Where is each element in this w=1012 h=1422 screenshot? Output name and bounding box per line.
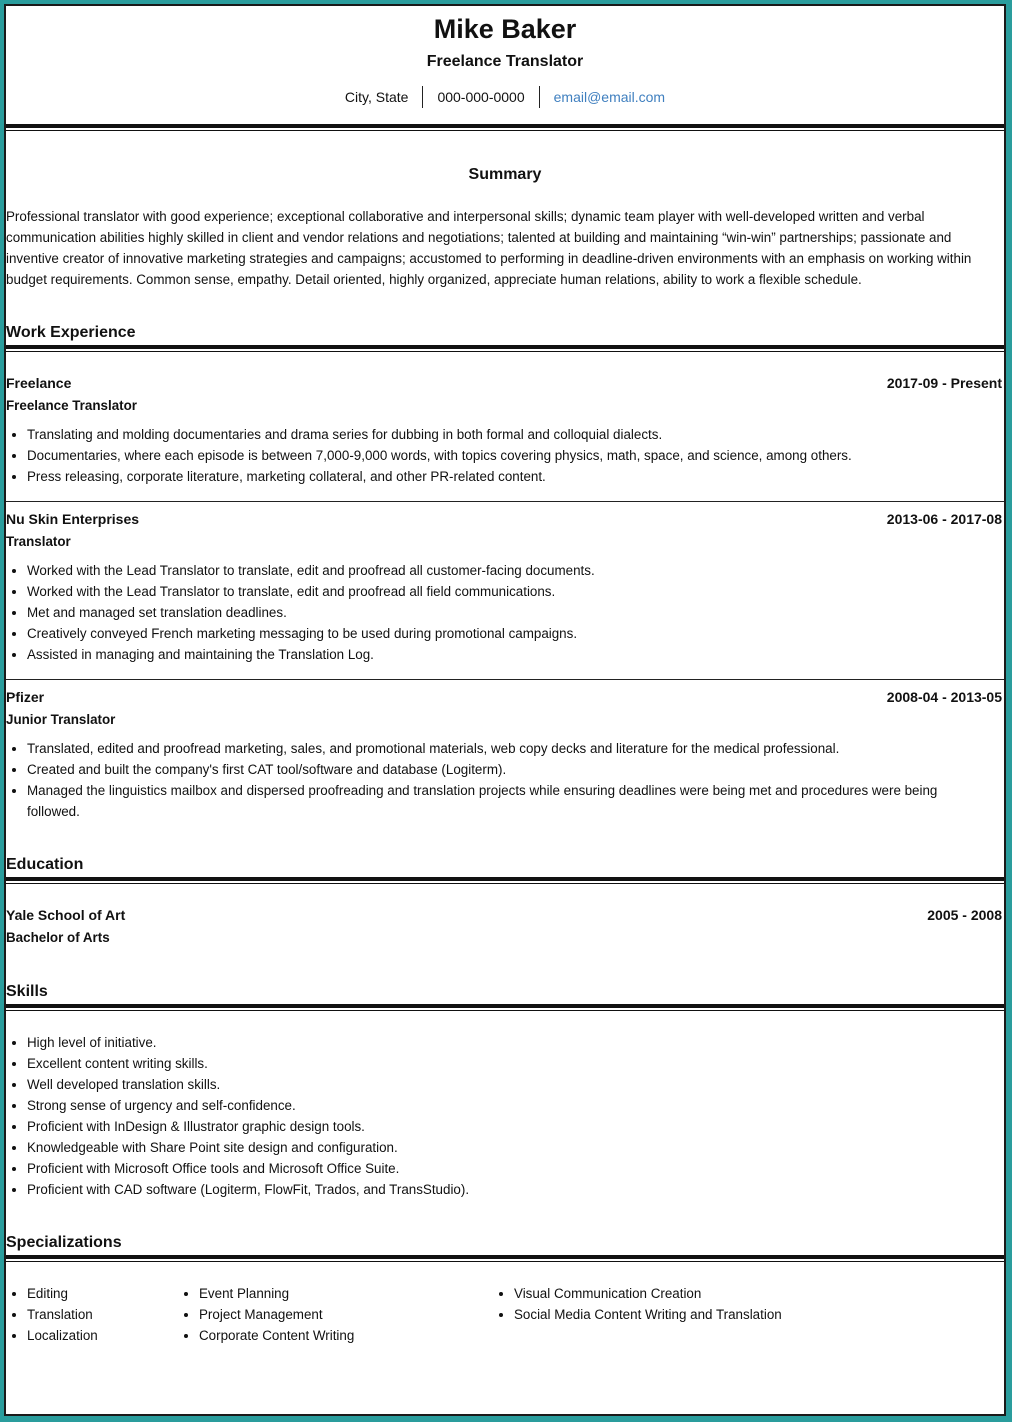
list-item: • Managed the linguistics mailbox and dispersed proofreading and translation projects while ensuring deadlines were being met and procedures were being followed. [27,780,987,822]
list-item: • Proficient with CAD software (Logiterm, FlowFit, Trados, and TransStudio). [27,1179,987,1200]
work-heading: Work Experience [6,324,136,341]
list-item: • Translation [27,1304,177,1325]
list-item: • Met and managed set translation deadlines. [27,602,987,623]
location-text: City, State [344,89,409,105]
job-header [6,511,1002,527]
list-item: • Worked with the Lead Translator to translate, edit and proofread all field communications. [27,581,987,602]
education-dates: 2005 - 2008 [927,907,1002,923]
resume-page [4,4,1006,1416]
list-item: • Localization [27,1325,177,1346]
email-link[interactable]: email@email.com [553,89,666,105]
list-item: • Translated, edited and proofread marketing, sales, and promotional materials, web copy decks and literature for the medical professional. [27,738,987,759]
job-role: Translator [6,534,71,549]
list-item: • Strong sense of urgency and self-confidence. [27,1095,987,1116]
list-item: • High level of initiative. [27,1032,987,1053]
degree-name: Bachelor of Arts [6,930,110,945]
list-item: • Event Planning [199,1283,489,1304]
education-heading: Education [6,856,84,873]
list-item: • Proficient with InDesign & Illustrator graphic design tools. [27,1116,987,1137]
education-header [6,907,1002,923]
list-item: • Social Media Content Writing and Translation [514,1304,974,1325]
candidate-name: Mike Baker [433,14,577,44]
list-item: • Knowledgeable with Share Point site design and configuration. [27,1137,987,1158]
contact-bar [6,86,1004,108]
job-header [6,689,1002,705]
job-dates: 2008-04 - 2013-05 [886,689,1002,705]
list-item: • Project Management [199,1304,489,1325]
specializations-column [493,1283,974,1325]
job-dates: 2017-09 - Present [886,375,1002,391]
list-item: • Documentaries, where each episode is between 7,000-9,000 words, with topics covering physics, math, space, and science, among others. [27,445,987,466]
list-item: • Excellent content writing skills. [27,1053,987,1074]
job-header [6,375,1002,391]
list-item: • Creatively conveyed French marketing messaging to be used during promotional campaigns. [27,623,987,644]
list-item: • Assisted in managing and maintaining the Translation Log. [27,644,987,665]
job-company: Nu Skin Enterprises [6,511,140,527]
summary-heading: Summary [468,166,542,183]
job-bullets [6,738,987,822]
job-role: Freelance Translator [6,398,137,413]
header-divider [6,124,1004,132]
summary-text: Professional translator with good experience; exceptional collaborative and interpersonal skills; dynamic team player with well-developed written and verbal communication abilities highly skilled in client and vendor relations and negotiations; talented at building and maintaining “win-win” partnerships; passionate and inventive creator of innovative marketing strategies and campaigns; accustomed to performing in deadline-driven environments with an emphasis on working within budget requirements. Common sense, empathy. Detail oriented, highly organized, appreciate human relations, ability to work a flexible schedule. [6,209,972,287]
candidate-title: Freelance Translator [426,53,584,70]
school-name: Yale School of Art [6,907,126,923]
job-company: Freelance [6,375,72,391]
list-item: • Visual Communication Creation [514,1283,974,1304]
job-bullets [6,560,987,665]
specializations-column [178,1283,489,1346]
specializations-column [6,1283,177,1346]
list-item: • Worked with the Lead Translator to translate, edit and proofread all customer-facing documents. [27,560,987,581]
education-divider [6,877,1004,885]
list-item: • Press releasing, corporate literature, marketing collateral, and other PR-related content. [27,466,987,487]
skills-divider [6,1004,1004,1012]
job-company: Pfizer [6,689,45,705]
job-dates: 2013-06 - 2017-08 [886,511,1002,527]
list-item: • Translating and molding documentaries and drama series for dubbing in both formal and colloquial dialects. [27,424,987,445]
work-divider [6,345,1004,353]
skills-heading: Skills [6,983,48,1000]
job-separator [6,679,1004,680]
job-separator [6,501,1004,502]
specializations-divider [6,1255,1004,1263]
list-item: • Proficient with Microsoft Office tools and Microsoft Office Suite. [27,1158,987,1179]
list-item: • Corporate Content Writing [199,1325,489,1346]
phone-text: 000-000-0000 [437,89,525,105]
skills-list [6,1032,987,1200]
job-role: Junior Translator [6,712,116,727]
list-item: • Editing [27,1283,177,1304]
list-item: • Created and built the company's first CAT tool/software and database (Logiterm). [27,759,987,780]
specializations-heading: Specializations [6,1234,122,1251]
job-bullets [6,424,987,487]
list-item: • Well developed translation skills. [27,1074,987,1095]
